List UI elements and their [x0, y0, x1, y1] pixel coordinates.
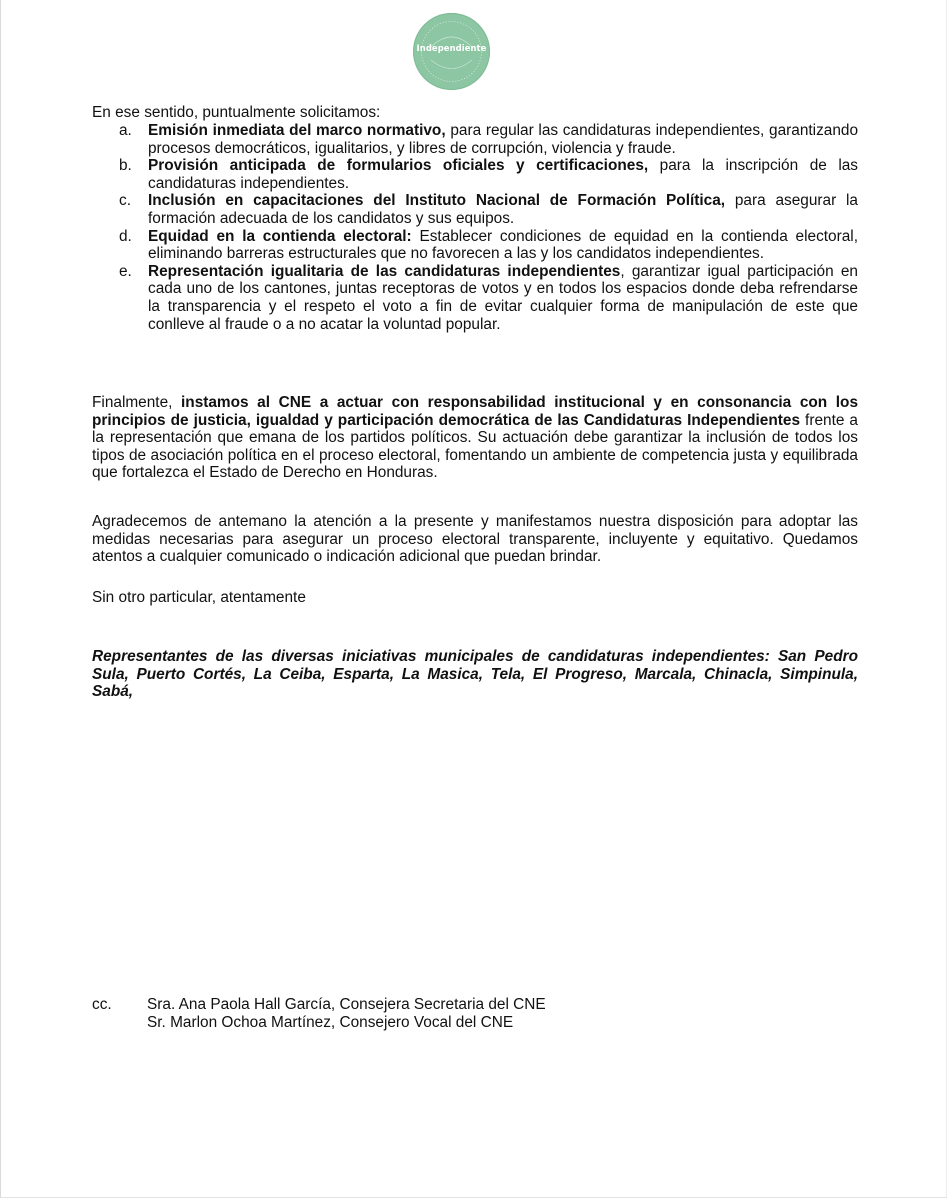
request-marker: a.: [119, 122, 132, 139]
requests-list: [92, 122, 858, 333]
cc-recipients: [147, 996, 546, 1031]
request-marker: d.: [119, 227, 132, 245]
thanks-paragraph: Agradecemos de antemano la atención a la presente y manifestamos nuestra disposición para adoptar las medidas necesarias para asegurar un proceso electoral transparente, incluyente y equitativo. Quedamos atentos a cualquier comunicado o indicación adicional que puedan brindar.: [92, 513, 858, 566]
final-lead: Finalmente,: [92, 394, 182, 411]
request-item-c: [92, 192, 858, 227]
intro-line: En ese sentido, puntualmente solicitamos:: [92, 104, 381, 121]
cc-recipient: Sra. Ana Paola Hall García, Consejera Secretaria del CNE: [147, 996, 546, 1013]
request-title: Provisión anticipada de formularios oficiales y certificaciones,: [148, 157, 649, 175]
request-title: Representación igualitaria de las candidaturas independientes: [148, 262, 621, 280]
request-item-a: [92, 122, 858, 157]
request-title: Equidad en la contienda electoral:: [148, 227, 412, 245]
final-paragraph: [92, 394, 858, 482]
request-text: para asegurar la formación adecuada de los candidatos y sus equipos.: [148, 192, 858, 227]
request-text: para regular las candidaturas independientes, garantizando procesos democráticos, igualitarios, y libres de corrupción, violencia y fraude.: [148, 122, 859, 157]
request-title: Emisión inmediata del marco normativo,: [148, 122, 446, 139]
request-text: Establecer condiciones de equidad en la contienda electoral, eliminando barreras estructurales que no favorecen a las y los candidatos independientes.: [148, 227, 858, 263]
request-title: Inclusión en capacitaciones del Instituto Nacional de Formación Política,: [148, 192, 726, 210]
cc-recipient: Sr. Marlon Ochoa Martínez, Consejero Vocal del CNE: [147, 1013, 514, 1031]
final-emphasis: instamos al CNE a actuar con responsabilidad institucional y en consonancia con los principios de justicia, igualdad y participación democrática de las Candidaturas Independientes: [92, 394, 859, 429]
request-item-e: [92, 263, 858, 333]
request-marker: e.: [119, 262, 132, 280]
independiente-logo: [413, 13, 490, 90]
cc-label: cc.: [92, 996, 112, 1013]
request-text: , garantizar igual participación en cada uno de los cantones, juntas receptoras de votos y en todos los espacios donde deba refrendarse la transparencia y el respeto el voto a fin de evitar cualquier forma de manipulación de este que conlleve al fraude o a no acatar la voluntad popular.: [148, 262, 858, 333]
request-marker: b.: [119, 157, 132, 175]
final-text: frente a la representación que emana de los partidos políticos. Su actuación debe garantizar la inclusión de todos los tipos de asociación política en el proceso electoral, fomentando un ambiente de competencia justa y equilibrada que fortalezca el Estado de Derecho en Honduras.: [92, 411, 858, 482]
representatives-signature: Representantes de las diversas iniciativas municipales de candidaturas independientes: San Pedro Sula, Puerto Cortés, La Ceiba, Esparta, La Masica, Tela, El Progreso, Marcala, Chinacla, Simpinula, Sabá,: [92, 648, 858, 701]
request-text: para la inscripción de las candidaturas independientes.: [148, 157, 858, 192]
request-item-d: [92, 228, 858, 263]
closing-line: Sin otro particular, atentamente: [92, 589, 306, 606]
request-marker: c.: [119, 192, 131, 210]
logo-word: Independiente: [416, 43, 487, 53]
request-item-b: [92, 157, 858, 192]
